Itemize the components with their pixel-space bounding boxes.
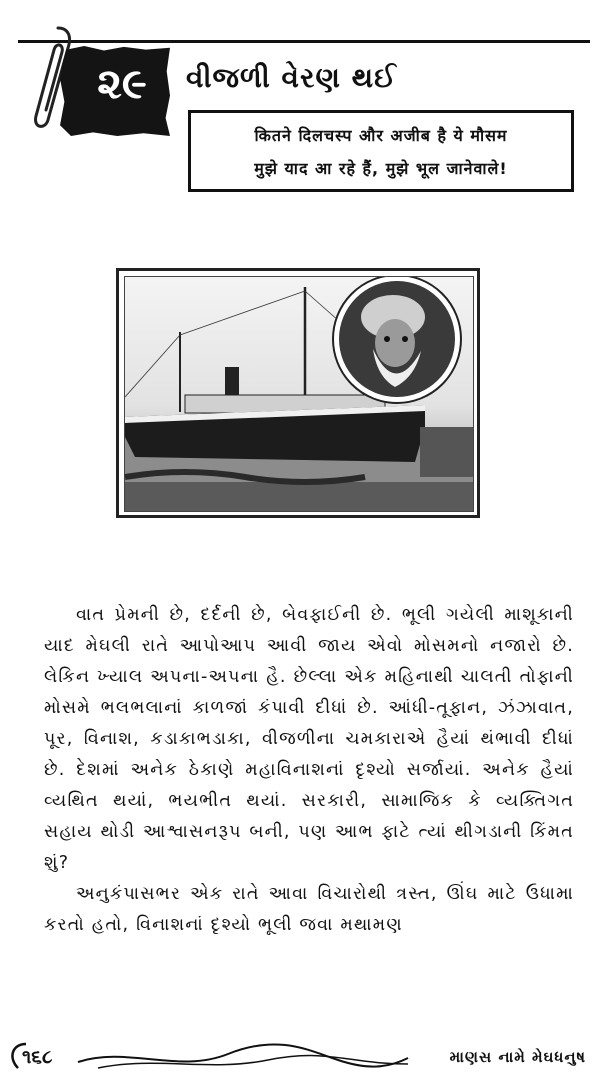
paragraph-1: વાત પ્રેમની છે, દર્દની છે, બેવફાઈની છે. ભૂલી ગયેલી માશૂકાની યાદ મેઘલી રાતે આપોઆપ આવી જાય એવો મોસમનો નજારો છે. લેકિન ખ્યાલ અપના-અપના હૈ. છેલ્લા એક મહિનાથી ચાલતી તોફાની મોસમે ભલભલાનાં કાળજાં કંપાવી દીધાં છે. આંધી-તૂફાન, ઝંઝાવાત, પૂર, વિનાશ, કડાકાભડાકા, વીજળીના ચમકારાએ હૈયાં થંભાવી દીધાં છે. દેશમાં અનેક ઠેકાણે મહાવિનાશનાં દૃશ્યો સર્જાયાં. અનેક હૈયાં વ્યથિત થયાં, ભયભીત થયાં. સરકારી, સામાજિક કે વ્યક્તિગત સહાય થોડી આશ્વાસનરૂપ બની, પણ આભ ફાટે ત્યાં થીગડાની કિંમત શું? bbox=[44, 605, 574, 873]
paragraph-2: અનુકંપાસભર એક રાતે આવા વિચારોથી ત્રસ્ત, ઊંઘ માટે ઉધામા કરતો હતો, વિનાશનાં દૃશ્યો ભૂલી જવા મથામણ bbox=[44, 884, 574, 935]
chapter-title: વીજળી વેરણ થઈ bbox=[186, 61, 397, 94]
page-number: ૧૬૮ bbox=[22, 1046, 53, 1068]
chapter-number: ૨૯ bbox=[97, 59, 147, 108]
ship-photo bbox=[124, 276, 474, 512]
photo-frame bbox=[116, 268, 480, 518]
page-footer bbox=[8, 1038, 594, 1076]
epigraph-box bbox=[188, 110, 574, 192]
epigraph-line-1: कितने दिलचस्प और अजीब है ये मौसम bbox=[254, 126, 508, 145]
chapter-body bbox=[44, 600, 574, 941]
book-title: માણસ નામે મેઘધનુષ bbox=[449, 1048, 586, 1066]
epigraph-line-2: मुझे याद आ रहे हैं, मुझे भूल जानेवाले! bbox=[254, 159, 508, 178]
ship-illustration bbox=[125, 277, 474, 512]
header-rule bbox=[18, 40, 590, 43]
